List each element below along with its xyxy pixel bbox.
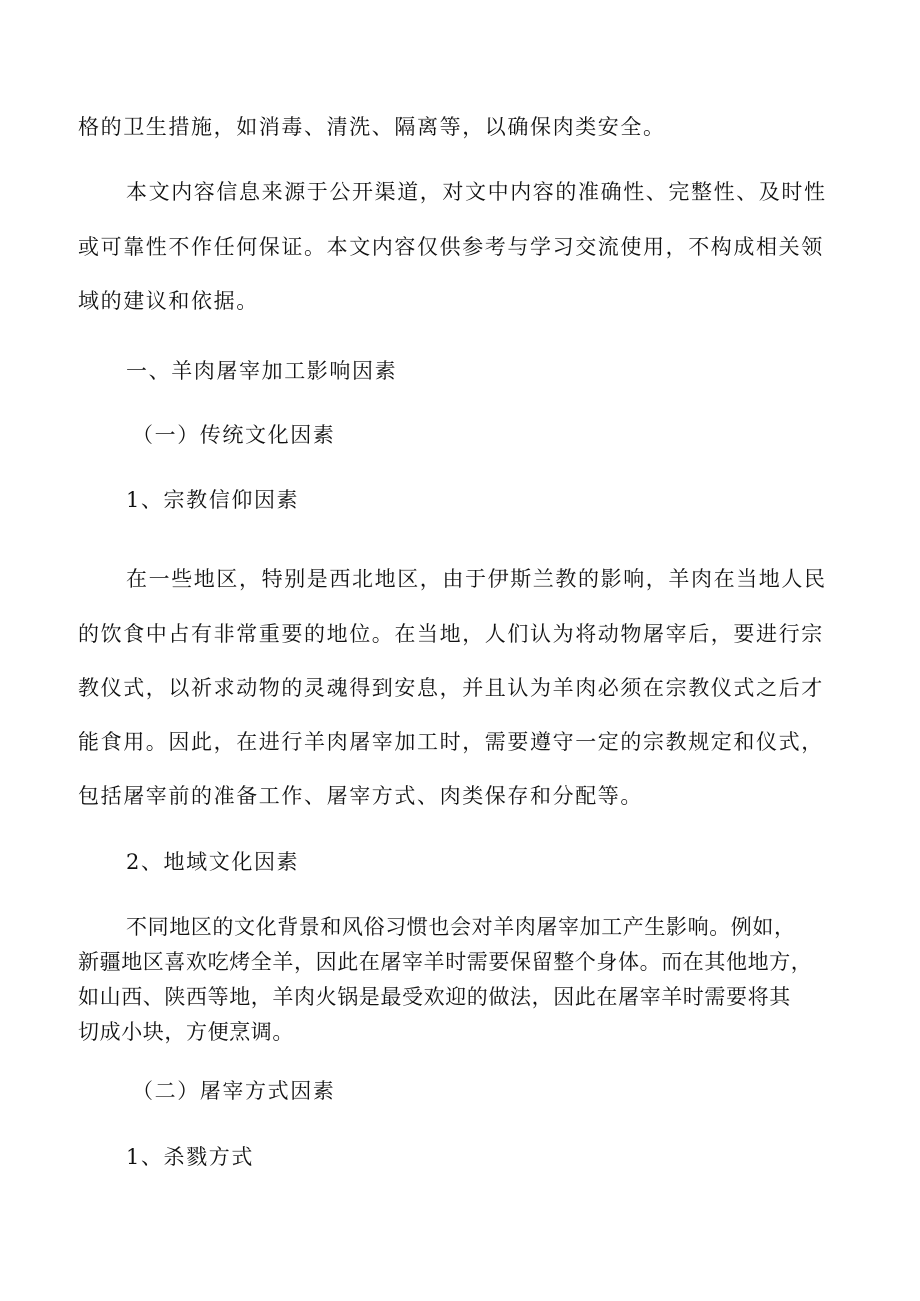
paragraph-line: 的饮食中占有非常重要的地位。在当地，人们认为将动物屠宰后，要进行宗 <box>78 622 824 646</box>
paragraph-line: 能食用。因此，在进行羊肉屠宰加工时，需要遵守一定的宗教规定和仪式， <box>78 730 824 754</box>
paragraph-line: 如山西、陕西等地，羊肉火锅是最受欢迎的做法，因此在屠宰羊时需要将其 <box>78 985 791 1009</box>
paragraph-line: 在一些地区，特别是西北地区，由于伊斯兰教的影响，羊肉在当地人民 <box>126 567 827 591</box>
paragraph-line: 教仪式，以祈求动物的灵魂得到安息，并且认为羊肉必须在宗教仪式之后才 <box>78 676 824 700</box>
disclaimer-line: 域的建议和依据。 <box>78 289 259 313</box>
paragraph-line: 包括屠宰前的准备工作、屠宰方式、肉类保存和分配等。 <box>78 784 643 808</box>
disclaimer-line: 或可靠性不作任何保证。本文内容仅供参考与学习交流使用，不构成相关领 <box>78 235 824 259</box>
disclaimer-line: 本文内容信息来源于公开渠道，对文中内容的准确性、完整性、及时性 <box>126 180 827 204</box>
paragraph-line: 切成小块，方便烹调。 <box>78 1020 294 1044</box>
paragraph-line: 新疆地区喜欢吃烤全羊，因此在屠宰羊时需要保留整个身体。而在其他地方， <box>78 950 813 974</box>
subsection-heading: （二）屠宰方式因素 <box>132 1079 336 1103</box>
sub-subsection-heading: 1、宗教信仰因素 <box>126 488 300 512</box>
sub-subsection-heading: 1、杀戮方式 <box>126 1145 254 1169</box>
paragraph-line: 格的卫生措施，如消毒、清洗、隔离等，以确保肉类安全。 <box>78 115 666 139</box>
subsection-heading: （一）传统文化因素 <box>132 423 336 447</box>
paragraph-line: 不同地区的文化背景和风俗习惯也会对羊肉屠宰加工产生影响。例如， <box>126 915 796 939</box>
section-heading: 一、羊肉屠宰加工影响因素 <box>126 359 398 383</box>
sub-subsection-heading: 2、地域文化因素 <box>126 850 300 874</box>
